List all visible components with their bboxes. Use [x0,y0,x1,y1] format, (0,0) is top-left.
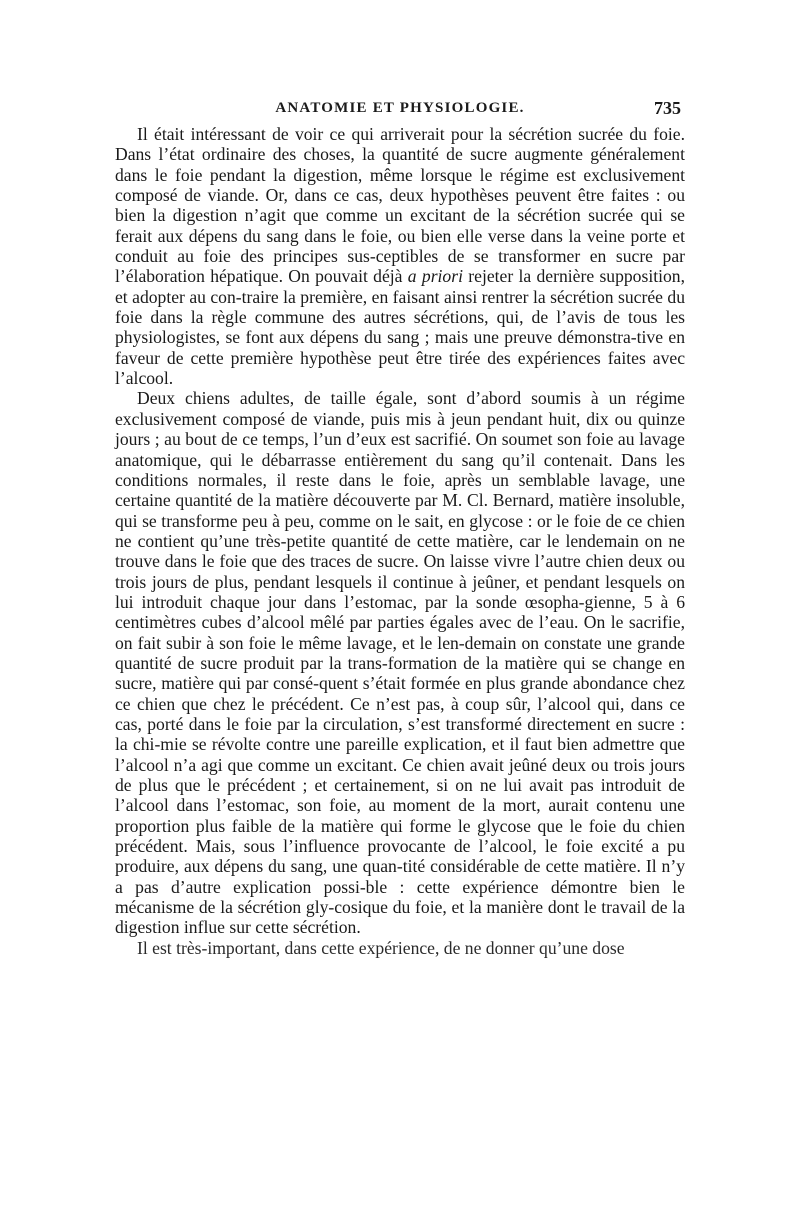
paragraph-1 [115,124,685,388]
book-page [115,98,685,960]
paragraph-1-text-start: Il était intéressant de voir ce qui arriverait pour la sécrétion sucrée du foie. Dans l’état ordinaire des choses, la quantité de sucre augmente généralement dans le foie pendant la digestion, même lorsque le régime est exclusivement composé de viande. Or, dans ce cas, deux hypothèses peuvent être faites : ou bien la digestion n’agit que comme un excitant de la sécrétion sucrée qui se ferait aux dépens du sang dans le foie, ou bien elle verse dans la veine porte et conduit au foie des principes sus-ceptibles de se transformer en sucre par l’élaboration hépatique. On pouvait déjà [115,124,685,287]
paragraph-2: Deux chiens adultes, de taille égale, sont d’abord soumis à un régime exclusivement composé de viande, puis mis à jeun pendant huit, dix ou quinze jours ; au bout de ce temps, l’un d’eux est sacrifié. On soumet son foie au lavage anatomique, qui le débarrasse entièrement du sang qu’il contenait. Dans les conditions normales, il reste dans le foie, après un semblable lavage, une certaine quantité de la matière découverte par M. Cl. Bernard, matière insoluble, qui se transforme peu à peu, comme on le sait, en glycose : or le foie de ce chien ne contient qu’une très-petite quantité de cette matière, car le lendemain on ne trouve dans le foie que des traces de sucre. On laisse vivre l’autre chien deux ou trois jours de plus, pendant lesquels il continue à jeûner, et pendant lesquels on lui introduit chaque jour dans l’estomac, par la sonde œsopha-gienne, 5 à 6 centimètres cubes d’alcool mêlé par parties égales avec de l’eau. On le sacrifie, on fait subir à son foie le même lavage, et le len-demain on constate une grande quantité de sucre produit par la trans-formation de la matière qui se change en sucre, matière qui par consé-quent s’était formée en plus grande abondance chez ce chien que chez le précédent. Ce n’est pas, à coup sûr, l’alcool qui, dans ce cas, porté dans le foie par la circulation, s’est transformé directement en sucre : la chi-mie se révolte contre une pareille explication, et il faut bien admettre que l’alcool n’a agi que comme un excitant. Ce chien avait jeûné deux ou trois jours de plus que le précédent ; et certainement, si on ne lui avait pas introduit de l’alcool dans l’estomac, son foie, au moment de la mort, aurait contenu une proportion plus faible de la matière qui forme le glycose que le foie du chien précédent. Mais, sous l’influence provocante de l’alcool, le foie excité a pu produire, aux dépens du sang, une quan-tité considérable de cette matière. Il n’y a pas d’autre explication possi-ble : cette expérience démontre bien le mécanisme de la sécrétion gly-cosique du foie, et la manière dont le travail de la digestion influe sur cette sécrétion. [115,388,685,938]
italic-term: a priori [407,266,463,287]
page-number: 735 [654,98,681,118]
paragraph-3: Il est très-important, dans cette expérience, de ne donner qu’une dose [137,937,625,958]
running-header [115,98,685,122]
paragraph-1-text-end: rejeter la dernière supposition, et adopter au con-traire la première, en faisant ainsi rentrer la sécrétion sucrée du foie dans la règle commune des autres sécrétions, qui, de l’avis de tous les physiologistes, se font aux dépens du sang ; mais une preuve démonstra-tive en faveur de cette première hypothèse peut être tirée des expériences faites avec l’alcool. [115,266,685,389]
running-title: ANATOMIE ET PHYSIOLOGIE. [275,100,525,116]
